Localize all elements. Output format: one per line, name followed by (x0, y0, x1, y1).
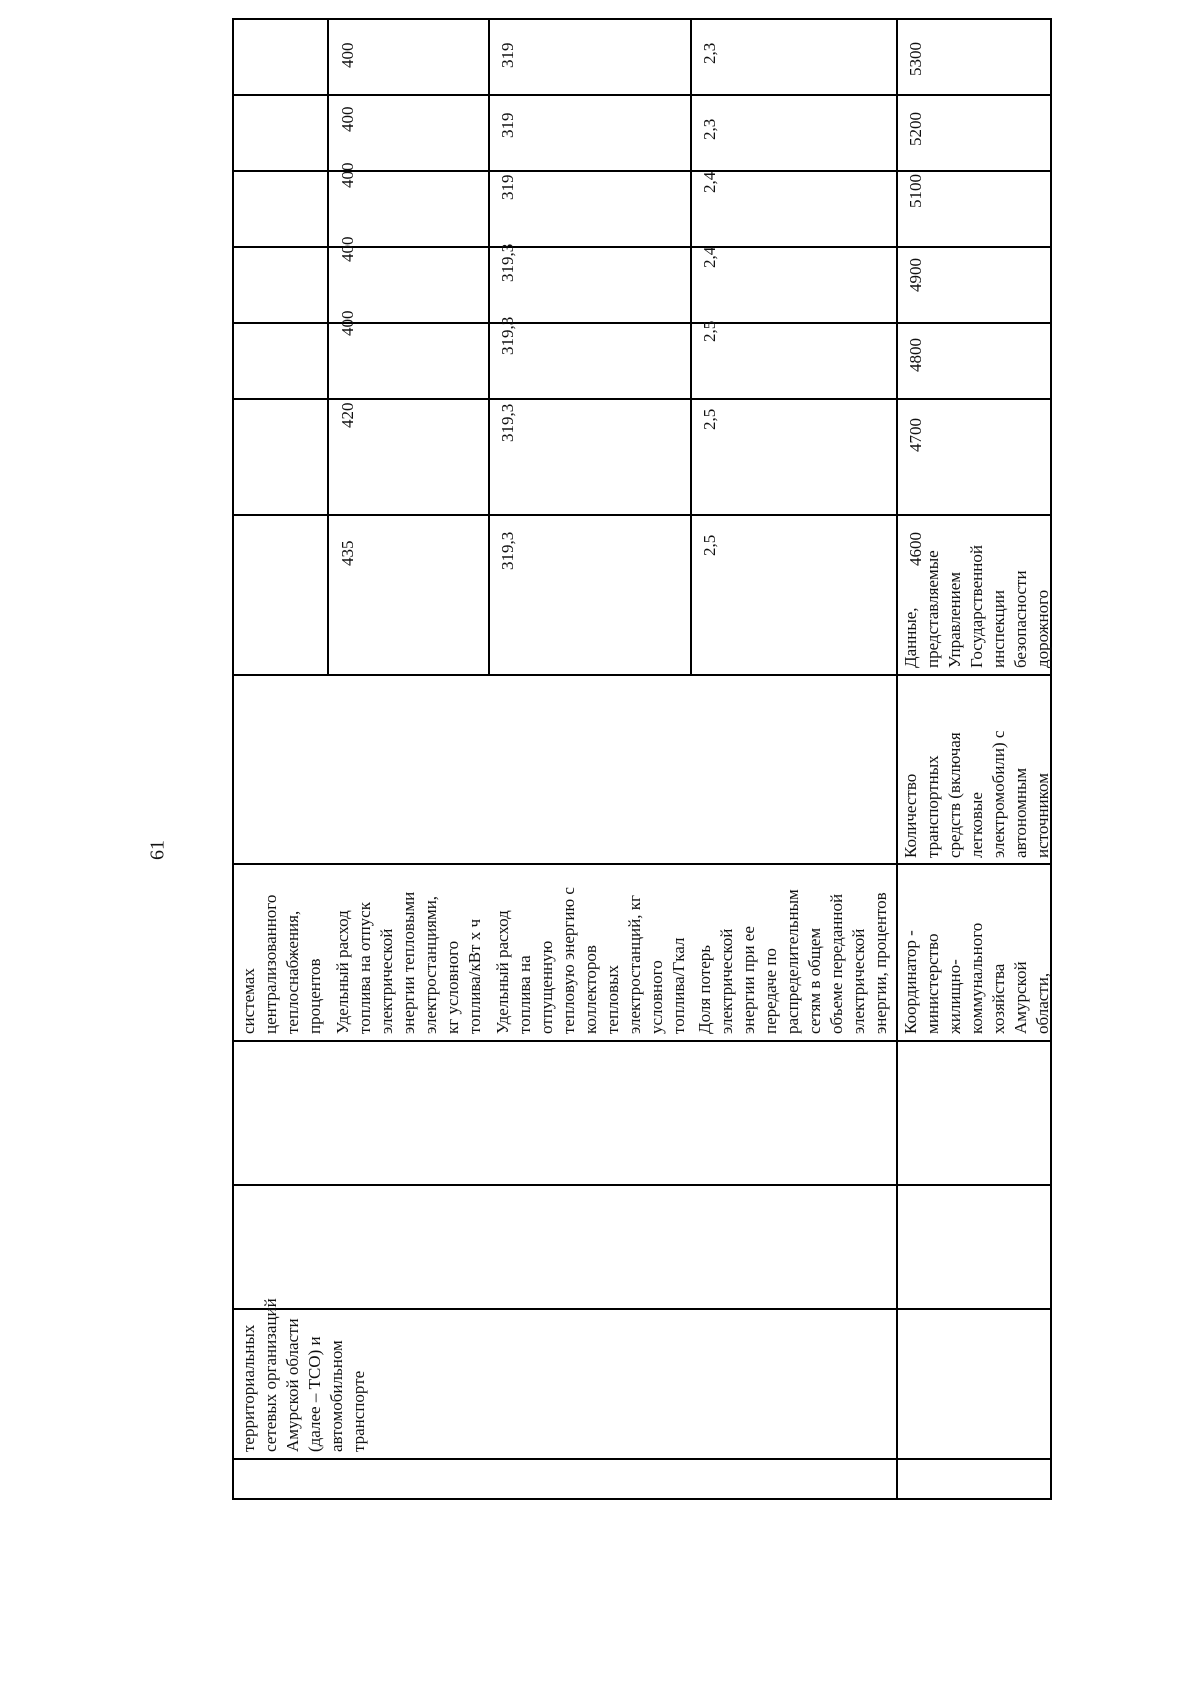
value-cell: 2,3 (700, 42, 719, 64)
row-line-transport (896, 18, 898, 1500)
value-cell: 319 (498, 174, 517, 200)
row-line-indicators-3 (488, 18, 490, 674)
program-element-name: территориальных сетевых организаций Амурской области (далее – ТСО) и автомобильном транспорте (239, 1298, 368, 1452)
data-source-text: Данные, представляемые Управлением Государственной инспекции безопасности дорожного (901, 545, 1052, 668)
value-cell: 4900 (906, 258, 925, 292)
col-line-empty1 (232, 1184, 1052, 1186)
col-line-year7 (232, 94, 1052, 96)
value-cell: 400 (338, 162, 357, 188)
page-number: 61 (146, 840, 169, 860)
value-cell: 319,3 (498, 403, 517, 442)
value-cell: 2,5 (700, 534, 719, 556)
value-cell: 400 (338, 106, 357, 132)
value-cell: 2,4 (700, 246, 719, 268)
col-line-coordinator (232, 1040, 1052, 1042)
indicator-text: Удельный расход топлива на отпуск электрической энергии тепловыми электростанциями, кг условного топлива/кВт х ч (333, 891, 484, 1034)
value-cell: 319,3 (498, 243, 517, 282)
value-cell: 2,5 (700, 320, 719, 342)
value-cell: 4800 (906, 338, 925, 372)
col-line-top (232, 18, 1052, 20)
value-cell: 400 (338, 236, 357, 262)
col-line-year1 (232, 674, 1052, 676)
value-cell: 2,3 (700, 118, 719, 140)
value-cell: 4700 (906, 418, 925, 452)
value-cell: 319 (498, 112, 517, 138)
col-line-year3 (232, 398, 1052, 400)
indicator-text: Удельный расход топлива на отпущенную тепловую энергию с коллекторов тепловых электростанций, кг условного топлива/Гкал (493, 887, 688, 1034)
value-cell: 435 (338, 540, 357, 566)
value-cell: 2,4 (700, 171, 719, 193)
indicator-text: Доля потерь электрической энергии при ее передаче по распределительным сетям в общем объеме переданной электрической энергии, процентов (695, 889, 890, 1034)
value-cell: 319 (498, 42, 517, 68)
indicator-text: системах централизованного теплоснабжения, процентов (239, 894, 324, 1034)
value-cell: 4600 (906, 532, 925, 566)
value-cell: 400 (338, 42, 357, 68)
value-cell: 420 (338, 402, 357, 428)
row-line-indicators-4 (690, 18, 692, 674)
indicator-text: Количество транспортных средств (включая легковые электромобили) с автономным источником (901, 730, 1052, 858)
coordinator-text: Координатор - министерство жилищно- коммунального хозяйства Амурской области, (901, 922, 1052, 1034)
col-line-bottom (232, 1498, 1052, 1500)
value-cell: 5300 (906, 42, 925, 76)
value-cell: 400 (338, 310, 357, 336)
table-border-left (232, 18, 234, 1500)
value-cell: 319,3 (498, 531, 517, 570)
row-line-indicators-2 (327, 18, 329, 674)
value-cell: 5100 (906, 174, 925, 208)
value-cell: 319,3 (498, 316, 517, 355)
col-line-name (232, 1458, 1052, 1460)
value-cell: 5200 (906, 112, 925, 146)
value-cell: 2,5 (700, 408, 719, 430)
